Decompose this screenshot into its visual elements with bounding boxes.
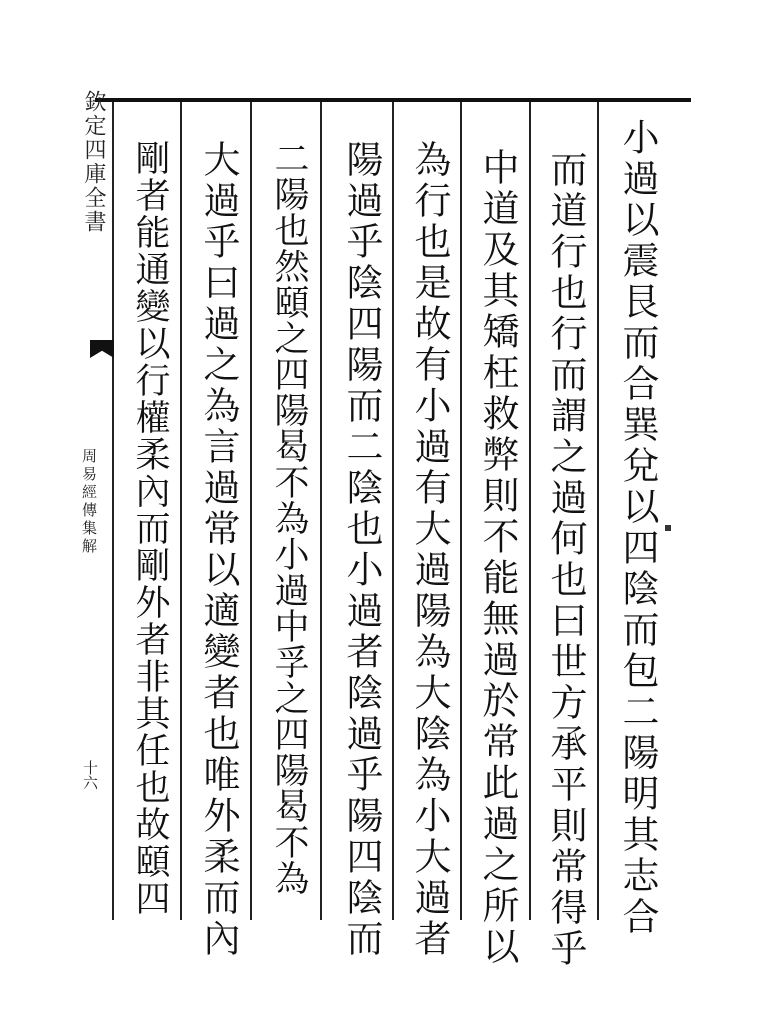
column-rule xyxy=(460,102,462,920)
text-column-6: 二陽也然頤之四陽曷不為小過中孚之四陽曷不為 xyxy=(269,140,309,896)
column-rule xyxy=(597,102,599,920)
page-number: 十六 xyxy=(81,760,99,790)
column-rule xyxy=(392,102,394,920)
column-rule xyxy=(529,102,531,920)
margin-mark xyxy=(665,525,671,531)
text-column-1: 小過以震艮而合巽兌以四陰而包二陽明其志合 xyxy=(616,118,659,938)
text-column-3: 中道及其矯枉救弊則不能無過於常此過之所以 xyxy=(476,148,519,968)
text-column-5: 陽過乎陰四陽而二陰也小過者陰過乎陽四陰而 xyxy=(340,140,383,960)
text-column-2: 而道行也行而謂之過何也曰世方承平則常得乎 xyxy=(544,150,587,970)
book-title: 周易經傳集解 xyxy=(80,448,98,556)
text-column-7: 大過乎曰過之為言過常以適變者也唯外柔而內 xyxy=(197,140,240,960)
text-column-8: 剛者能通變以行權柔內而剛外者非其任也故頤四 xyxy=(130,140,170,917)
text-column-4: 為行也是故有小過有大過陽為大陰為小大過者 xyxy=(408,140,451,960)
margin-rule xyxy=(112,102,114,920)
column-rule xyxy=(320,102,322,920)
series-title: 欽定四庫全書 xyxy=(81,90,106,234)
fish-tail-ornament xyxy=(90,340,114,358)
column-rule xyxy=(180,102,182,920)
column-rule xyxy=(250,102,252,920)
